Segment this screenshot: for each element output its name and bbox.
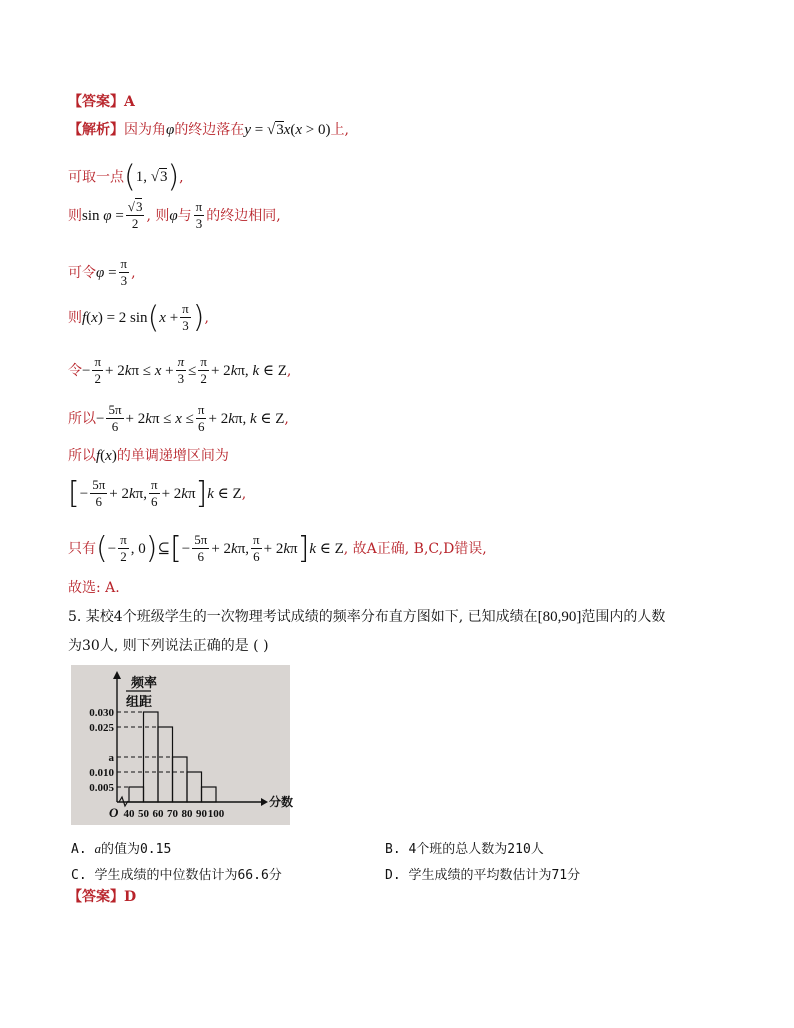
- analysis-line-5: 则f(x) = 2 sin(x + $\frac{\pi}{3}$ ),: [68, 299, 209, 336]
- analysis-text: 令: [68, 362, 82, 379]
- math-interval: −: [181, 540, 191, 557]
- math-phi: φ: [169, 207, 178, 224]
- option-d[interactable]: D. 学生成绩的平均数估计为71分: [385, 868, 581, 883]
- option-b[interactable]: B. 4个班的总人数为210人: [385, 842, 544, 857]
- math-point: (1, √3): [124, 160, 180, 195]
- answer-value: A: [124, 94, 135, 110]
- analysis-text: 则: [68, 309, 82, 326]
- math-frac: $\frac{\pi}{3}$: [182, 301, 189, 334]
- analysis-text: 的终边落在: [174, 122, 245, 138]
- math-interval: −: [79, 485, 89, 502]
- analysis-text: 上,: [330, 122, 349, 138]
- math-frac: $\frac{5\pi}{6}$: [194, 532, 208, 565]
- analysis-line-2: 可取一点(1, √3),: [68, 160, 184, 195]
- math-sin-phi: sin φ =: [82, 207, 124, 224]
- math-fx: f(x) = 2 sin(x +: [82, 300, 179, 336]
- math-ineq: ≤: [188, 362, 197, 379]
- analysis-tag: 【解析】: [68, 122, 124, 138]
- x-tick-label: 80: [181, 808, 193, 820]
- y-label-top: 频率: [131, 675, 158, 690]
- math-phi-eq: φ =: [96, 264, 117, 281]
- math-frac: $\frac{5\pi}{6}$: [92, 477, 106, 510]
- math-ineq: + 2kπ, k ∈ Z: [208, 410, 285, 427]
- analysis-text: 的终边相同,: [206, 207, 281, 224]
- analysis-text: 可令: [68, 264, 96, 281]
- analysis-text: 可取一点: [68, 169, 124, 186]
- math-ineq: + 2kπ ≤ x ≤: [125, 410, 194, 427]
- origin-label: O: [109, 805, 119, 820]
- analysis-line-7: 所以− $\frac{5\pi}{6}$ + 2kπ ≤ x ≤ $\frac{\pi}{6}$ + 2kπ, k ∈ Z,: [68, 402, 289, 435]
- histogram-figure: [71, 665, 294, 825]
- answer-line-2: [68, 890, 136, 904]
- answer-tag: 【答案】: [68, 889, 124, 905]
- math-frac: $\frac{\pi}{6}$: [197, 402, 205, 435]
- math-bracket: ]: [195, 475, 208, 511]
- math-frac: $\frac{\pi}{2}$: [94, 354, 102, 387]
- answer-tag: 【答案】: [68, 94, 124, 110]
- analysis-text: 则: [68, 207, 82, 224]
- analysis-text: 所以: [68, 448, 96, 464]
- analysis-text: 与: [177, 207, 192, 224]
- analysis-line-3: [68, 200, 281, 232]
- analysis-line-6: 令− $\frac{\pi}{2}$ + 2kπ ≤ x + $\frac{\pi}{3}$ ≤ $\frac{\pi}{2}$ + 2kπ, k ∈ Z,: [68, 354, 292, 387]
- math-interval: [80,90]: [537, 609, 582, 625]
- y-tick-label: a: [108, 752, 114, 764]
- analysis-line-4: 可令φ = $\frac{\pi}{3}$ ,: [68, 256, 136, 289]
- math-interval: + 2kπ: [263, 540, 298, 557]
- math-bracket: [: [68, 475, 80, 511]
- y-tick-label: 0.005: [89, 782, 114, 794]
- x-tick-label: 100: [207, 808, 225, 820]
- math-interval: k ∈ Z: [207, 485, 242, 502]
- analysis-text: 因为角: [124, 122, 166, 138]
- x-tick-label: 50: [138, 808, 149, 820]
- math-interval: + 2kπ: [161, 485, 196, 502]
- question-text: 范围内的人数: [581, 609, 666, 625]
- y-tick-label: 0.010: [89, 767, 114, 779]
- math-frac: $\frac{\pi}{3}$: [195, 199, 203, 232]
- math-frac: $\frac{\pi}{3}$: [177, 354, 185, 387]
- math-ineq: −: [96, 410, 105, 427]
- y-tick-label: 0.030: [89, 707, 114, 719]
- analysis-line-11: 故选: A.: [68, 580, 120, 596]
- math-line-eq: y = √3x(x > 0): [244, 122, 331, 138]
- answer-value: D: [124, 889, 137, 905]
- math-phi: φ: [166, 122, 175, 138]
- math-interval: k ∈ Z: [309, 540, 344, 557]
- option-a-label: A.: [71, 842, 87, 857]
- math-interval: −: [107, 540, 117, 557]
- math-frac: $\frac{\pi}{6}$: [253, 532, 260, 565]
- x-tick-label: 90: [196, 808, 207, 820]
- math-ineq: + 2kπ, k ∈ Z: [210, 362, 287, 379]
- analysis-text: , 则: [146, 207, 170, 224]
- math-ineq: + 2kπ ≤ x +: [105, 362, 174, 379]
- y-tick-label: 0.025: [89, 722, 114, 734]
- answer-line: [68, 95, 135, 109]
- x-tick-label: 60: [152, 808, 164, 820]
- math-bracket: [: [170, 530, 182, 566]
- math-frac: $\frac{√3}{2}$: [127, 199, 143, 232]
- y-label-bottom: 组距: [126, 694, 153, 709]
- option-a-text: 的值为0.15: [100, 842, 172, 857]
- math-fx: f(x): [96, 448, 117, 464]
- analysis-line-9: [− $\frac{5\pi}{6}$ + 2kπ, $\frac{\pi}{6}$ + 2kπ]k ∈ Z,: [68, 475, 247, 511]
- analysis-text: , 故A正确, B,C,D错误,: [343, 540, 487, 557]
- math-a: a: [94, 841, 101, 856]
- analysis-text: 只有: [68, 540, 96, 557]
- math-subset: ⊆: [157, 540, 171, 557]
- math-interval: + 2kπ,: [211, 540, 250, 557]
- math-frac: $\frac{\pi}{2}$: [120, 532, 127, 565]
- math-bracket: ]: [297, 530, 310, 566]
- option-c[interactable]: C. 学生成绩的中位数估计为66.6分: [71, 868, 282, 883]
- question-text: 5. 某校4个班级学生的一次物理考试成绩的频率分布直方图如下, 已知成绩在: [68, 609, 538, 625]
- math-frac: $\frac{\pi}{6}$: [150, 477, 158, 510]
- math-interval: , 0: [130, 540, 146, 557]
- x-label: 分数: [269, 795, 294, 809]
- photo-background: [71, 665, 290, 825]
- option-a[interactable]: [71, 838, 171, 857]
- analysis-text: 所以: [68, 410, 96, 427]
- question-5-line-1: [68, 610, 665, 625]
- math-ineq: −: [82, 362, 91, 379]
- x-tick-label: 70: [167, 808, 178, 820]
- math-frac: $\frac{\pi}{3}$: [120, 256, 128, 289]
- math-interval: + 2kπ,: [109, 485, 147, 502]
- analysis-line-1: [68, 123, 349, 138]
- analysis-line-8: [68, 449, 229, 464]
- math-frac: $\frac{\pi}{2}$: [200, 354, 207, 387]
- analysis-text: 的单调递增区间为: [116, 448, 229, 464]
- math-paren: ): [145, 530, 158, 566]
- analysis-line-10: [68, 530, 487, 566]
- x-tick-label: 40: [123, 808, 135, 820]
- math-paren: ): [192, 299, 205, 335]
- math-frac: $\frac{5\pi}{6}$: [108, 402, 122, 435]
- math-paren: (: [96, 530, 108, 566]
- question-5-line-2: 为30人, 则下列说法正确的是 ( ): [68, 638, 269, 654]
